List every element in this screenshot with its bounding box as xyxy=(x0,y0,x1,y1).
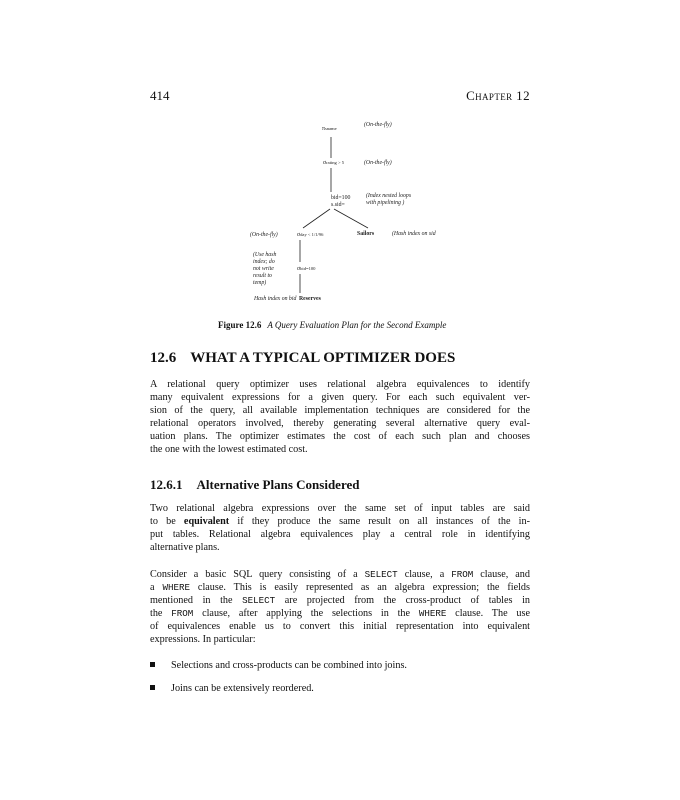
subsection-title: Alternative Plans Considered xyxy=(196,477,360,492)
query-plan-figure xyxy=(0,0,680,340)
paragraph-line: Two relational algebra expressions over the same set of input tables are said xyxy=(150,503,530,514)
projection-note: (On-the-fly) xyxy=(364,122,392,128)
paragraph-line: A relational query optimizer uses relational algebra equivalences to identify xyxy=(150,379,530,390)
text-run: clause, a xyxy=(397,569,452,580)
term-equivalent: equivalent xyxy=(183,516,230,527)
paragraph-line: alternative plans. xyxy=(150,542,220,553)
lower-select-node xyxy=(297,265,315,273)
paragraph-line xyxy=(150,515,530,528)
projection-node xyxy=(322,125,337,133)
left-select-symbol: σ xyxy=(297,232,301,238)
text-run: are projected from the cross-product of tables in xyxy=(275,595,531,606)
join-note-line2: with pipelining ) xyxy=(366,200,405,206)
paragraph-line: uation plans. The optimizer estimates the cost of each such plan and chooses xyxy=(150,431,530,442)
left-select-note: (On-the-fly) xyxy=(250,232,278,238)
text-run: clause. This is easily represented as an algebra expression; the fields xyxy=(190,582,530,593)
left-select-subscript: day < 1/1/96 xyxy=(300,232,324,237)
bullet-square-icon xyxy=(150,662,155,667)
figure-caption-number: Figure 12.6 xyxy=(218,320,262,330)
keyword-where: WHERE xyxy=(162,582,191,593)
paragraph-line xyxy=(150,581,530,594)
paragraph-line: many equivalent expressions for a given query. For each such equivalent ver- xyxy=(150,392,530,403)
text-run: clause, after applying the selections in the xyxy=(193,608,419,619)
subsection-heading xyxy=(150,477,359,493)
join-node-line2: s.sid= xyxy=(331,202,345,208)
keyword-select: SELECT xyxy=(242,595,276,606)
paragraph-line: sion of the query, all available implementation techniques are considered for the xyxy=(150,405,530,416)
section-heading xyxy=(150,350,455,367)
bullet-square-icon xyxy=(150,685,155,690)
paragraph-line: of equivalences enable us to convert this initial representation into equivalent xyxy=(150,621,530,632)
text-run: clause, and xyxy=(473,569,530,580)
keyword-from: FROM xyxy=(171,608,194,619)
paragraph-line xyxy=(150,607,530,620)
section-title: WHAT A TYPICAL OPTIMIZER DOES xyxy=(190,350,456,366)
edge-join-right xyxy=(334,209,368,228)
sailors-note: (Hash index on sid xyxy=(392,231,436,237)
running-head: Chapter 12 xyxy=(466,88,530,103)
sql-query-paragraph xyxy=(150,568,530,646)
selection-top-node xyxy=(323,159,344,167)
text-run: if they produce the same result on all instances of the in- xyxy=(229,516,531,527)
sailors-relation: Sailors xyxy=(357,231,375,237)
subsection-number: 12.6.1 xyxy=(150,477,183,492)
paragraph-line: put tables. Relational algebra equivalences play a central role in identifying xyxy=(150,529,530,540)
figure-caption-text: A Query Evaluation Plan for the Second Example xyxy=(267,320,447,330)
plan-tree-edges xyxy=(0,0,680,340)
selection-top-subscript: rating > 5 xyxy=(326,160,345,165)
keyword-where: WHERE xyxy=(418,608,447,619)
lower-select-subscript: bid=100 xyxy=(300,266,316,271)
bullet-item xyxy=(150,660,407,671)
edge-join-left xyxy=(303,209,330,228)
figure-caption xyxy=(218,320,446,330)
section-paragraph xyxy=(150,378,530,456)
selection-top-symbol: σ xyxy=(323,160,327,166)
text-run: a xyxy=(150,582,163,593)
keyword-select: SELECT xyxy=(364,569,398,580)
section-number: 12.6 xyxy=(150,350,177,366)
lower-select-note: (Use hash index; do not write result to temp) xyxy=(253,252,277,286)
paragraph-line: the one with the lowest estimated cost. xyxy=(150,444,308,455)
paragraph-line: expressions. In particular: xyxy=(150,634,256,645)
paragraph-line xyxy=(150,568,530,581)
text-run: Consider a basic SQL query consisting of a xyxy=(150,569,365,580)
join-note-line1: (Index nested loops xyxy=(366,193,412,199)
reserves-relation: Reserves xyxy=(299,296,321,302)
equivalence-paragraph xyxy=(150,502,530,554)
text-run: clause. The use xyxy=(446,608,530,619)
projection-symbol: π xyxy=(322,126,325,132)
bullet-item xyxy=(150,683,314,694)
paragraph-line: relational operators involved, thereby generating several alternative query eval- xyxy=(150,418,530,429)
left-select-node xyxy=(297,231,323,239)
page-number: 414 xyxy=(150,88,170,103)
keyword-from: FROM xyxy=(451,569,474,580)
join-node-line1: bid=100 xyxy=(331,195,351,201)
bullet-text: Joins can be extensively reordered. xyxy=(171,683,314,694)
projection-subscript: sname xyxy=(324,126,337,131)
text-run: the xyxy=(150,608,172,619)
bullet-text: Selections and cross-products can be combined into joins. xyxy=(171,660,407,671)
text-run: to be xyxy=(150,516,184,527)
selection-top-note: (On-the-fly) xyxy=(364,160,392,166)
lower-select-symbol: σ xyxy=(297,266,301,272)
text-run: mentioned in the xyxy=(150,595,243,606)
paragraph-line xyxy=(150,594,530,607)
reserves-note: Hash index on bid xyxy=(254,296,297,302)
